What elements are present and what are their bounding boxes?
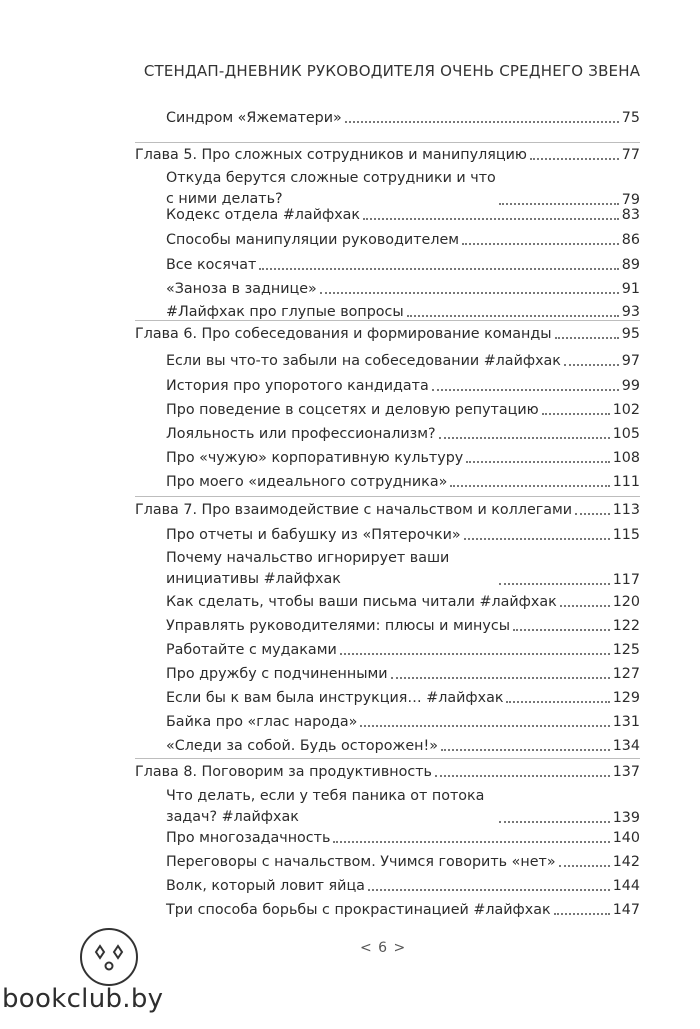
- toc-section-entry: [166, 852, 640, 872]
- toc-entry-title: Про поведение в соцсетях и деловую репутацию: [166, 402, 539, 418]
- toc-entry-title: Глава 5. Про сложных сотрудников и манипуляцию: [135, 147, 527, 163]
- toc-entry-title: Глава 7. Про взаимодействие с начальством и коллегами: [135, 502, 573, 518]
- dot-leader: [360, 725, 609, 727]
- toc-entry-title: Управлять руководителями: плюсы и минусы: [166, 618, 511, 634]
- toc-entry-page: 129: [612, 690, 640, 706]
- toc-entry-page: 75: [621, 110, 640, 126]
- toc-section-entry: [166, 900, 640, 920]
- dot-leader: [554, 913, 610, 915]
- toc-entry-title: «Заноза в заднице»: [166, 281, 317, 297]
- toc-section-entry: [166, 786, 640, 828]
- toc-entry-page: 120: [612, 594, 640, 610]
- toc-entry-page: 115: [612, 527, 640, 543]
- toc-entry-title: Байка про «глас народа»: [166, 714, 358, 730]
- dot-leader: [363, 218, 619, 220]
- dot-leader: [441, 749, 610, 751]
- toc-section-entry: [166, 351, 640, 371]
- toc-entry-page: 102: [612, 402, 640, 418]
- toc-section-entry: [166, 548, 640, 590]
- dot-leader: [559, 865, 610, 867]
- toc-entry-page: 77: [621, 147, 640, 163]
- toc-section-entry: [166, 736, 640, 756]
- toc-entry-title: Волк, который ловит яйца: [166, 878, 365, 894]
- dot-leader: [432, 389, 619, 391]
- toc-section-entry: [166, 640, 640, 660]
- dot-leader: [513, 629, 610, 631]
- toc-entry-page: 105: [612, 426, 640, 442]
- toc-section-entry: [166, 168, 640, 210]
- toc-section-entry: [166, 712, 640, 732]
- dot-leader: [555, 337, 619, 339]
- toc-section-entry: [166, 108, 640, 128]
- dot-leader: [333, 841, 609, 843]
- toc-section-entry: [166, 448, 640, 468]
- toc-section-entry: [166, 400, 640, 420]
- toc-entry-title: Почему начальство игнорирует ваши инициативы #лайфхак: [166, 550, 450, 587]
- dot-leader: [368, 889, 610, 891]
- toc-entry-title: Три способа борьбы с прокрастинацией #лайфхак: [166, 902, 551, 918]
- toc-entry-title: Откуда берутся сложные сотрудники и что с ними делать?: [166, 170, 496, 207]
- toc-entry-page: 137: [612, 764, 640, 780]
- toc-entry-title: Если бы к вам была инструкция… #лайфхак: [166, 690, 504, 706]
- toc-entry-page: 144: [612, 878, 640, 894]
- toc-entry-page: 79: [621, 192, 640, 208]
- toc-entry-title: Лояльность или профессионализм?: [166, 426, 436, 442]
- dot-leader: [560, 605, 610, 607]
- toc-entry-page: 140: [612, 830, 640, 846]
- toc-entry-page: 97: [621, 353, 640, 369]
- dot-leader: [320, 292, 619, 294]
- toc-entry-title: «Следи за собой. Будь осторожен!»: [166, 738, 438, 754]
- toc-chapter-entry: [135, 324, 640, 344]
- toc-entry-page: 111: [612, 474, 640, 490]
- toc-chapter-entry: [135, 500, 640, 520]
- dot-leader: [462, 243, 619, 245]
- toc-entry-page: 99: [621, 378, 640, 394]
- toc-entry-title: Про многозадачность: [166, 830, 331, 846]
- dot-leader: [391, 677, 610, 679]
- toc-entry-title: Про «чужую» корпоративную культуру: [166, 450, 464, 466]
- toc-section-entry: [166, 279, 640, 299]
- toc-entry-page: 108: [612, 450, 640, 466]
- chapter-divider: [135, 496, 640, 497]
- toc-entry-page: 134: [612, 738, 640, 754]
- toc-entry-title: Про дружбу с подчиненными: [166, 666, 388, 682]
- toc-entry-title: Как сделать, чтобы ваши письма читали #лайфхак: [166, 594, 557, 610]
- toc-section-entry: [166, 688, 640, 708]
- toc-entry-title: #Лайфхак про глупые вопросы: [166, 304, 404, 320]
- dot-leader: [259, 268, 618, 270]
- dot-leader: [575, 513, 610, 515]
- toc-entry-title: Про моего «идеального сотрудника»: [166, 474, 448, 490]
- toc-section-entry: [166, 230, 640, 250]
- dot-leader: [506, 701, 609, 703]
- toc-entry-page: 125: [612, 642, 640, 658]
- toc-section-entry: [166, 525, 640, 545]
- toc-entry-title: Если вы что-то забыли на собеседовании #лайфхак: [166, 353, 561, 369]
- toc-entry-title: Что делать, если у тебя паника от потока задач? #лайфхак: [166, 788, 485, 825]
- toc-section-entry: [166, 592, 640, 612]
- toc-entry-page: 83: [621, 207, 640, 223]
- dot-leader: [542, 413, 610, 415]
- dot-leader: [439, 437, 610, 439]
- toc-entry-page: 122: [612, 618, 640, 634]
- toc-entry-title: Глава 6. Про собеседования и формирование команды: [135, 326, 552, 342]
- page-number: < 6 >: [360, 940, 407, 956]
- dot-leader: [530, 158, 619, 160]
- dot-leader: [340, 653, 610, 655]
- toc-entry-title: Глава 8. Поговорим за продуктивность: [135, 764, 432, 780]
- running-header: СТЕНДАП-ДНЕВНИК РУКОВОДИТЕЛЯ ОЧЕНЬ СРЕДНЕГО ЗВЕНА: [143, 62, 641, 80]
- toc-entry-title: Способы манипуляции руководителем: [166, 232, 460, 248]
- chapter-divider: [135, 758, 640, 759]
- toc-chapter-entry: [135, 145, 640, 165]
- dot-leader: [407, 315, 619, 317]
- toc-section-entry: [166, 616, 640, 636]
- toc-entry-page: 127: [612, 666, 640, 682]
- toc-entry-title: Все косячат: [166, 257, 257, 273]
- toc-chapter-entry: [135, 762, 640, 782]
- dot-leader: [435, 775, 610, 777]
- toc-section-entry: [166, 302, 640, 322]
- toc-section-entry: [166, 376, 640, 396]
- toc-section-entry: [166, 828, 640, 848]
- toc-entry-title: Синдром «Яжематери»: [166, 110, 342, 126]
- bookclub-logo-icon: [80, 928, 138, 986]
- dot-leader: [464, 538, 610, 540]
- dot-leader: [499, 821, 610, 823]
- toc-section-entry: [166, 205, 640, 225]
- dot-leader: [466, 461, 609, 463]
- toc-entry-page: 95: [621, 326, 640, 342]
- toc-section-entry: [166, 876, 640, 896]
- watermark-text: bookclub.by: [2, 984, 164, 1014]
- toc-section-entry: [166, 255, 640, 275]
- toc-entry-title: История про упоротого кандидата: [166, 378, 429, 394]
- dot-leader: [345, 121, 619, 123]
- toc-entry-page: 89: [621, 257, 640, 273]
- toc-entry-page: 113: [612, 502, 640, 518]
- chapter-divider: [135, 142, 640, 143]
- chapter-divider: [135, 320, 640, 321]
- toc-entry-page: 91: [621, 281, 640, 297]
- toc-section-entry: [166, 664, 640, 684]
- toc-entry-page: 142: [612, 854, 640, 870]
- dot-leader: [499, 583, 610, 585]
- toc-entry-title: Переговоры с начальством. Учимся говорить «нет»: [166, 854, 556, 870]
- toc-entry-page: 147: [612, 902, 640, 918]
- toc-entry-page: 117: [612, 572, 640, 588]
- toc-entry-page: 93: [621, 304, 640, 320]
- toc-entry-title: Работайте с мудаками: [166, 642, 337, 658]
- toc-entry-page: 131: [612, 714, 640, 730]
- toc-entry-page: 139: [612, 810, 640, 826]
- toc-section-entry: [166, 424, 640, 444]
- toc-section-entry: [166, 472, 640, 492]
- toc-entry-page: 86: [621, 232, 640, 248]
- toc-entry-title: Кодекс отдела #лайфхак: [166, 207, 361, 223]
- toc-entry-title: Про отчеты и бабушку из «Пятерочки»: [166, 527, 461, 543]
- dot-leader: [450, 485, 609, 487]
- dot-leader: [564, 364, 619, 366]
